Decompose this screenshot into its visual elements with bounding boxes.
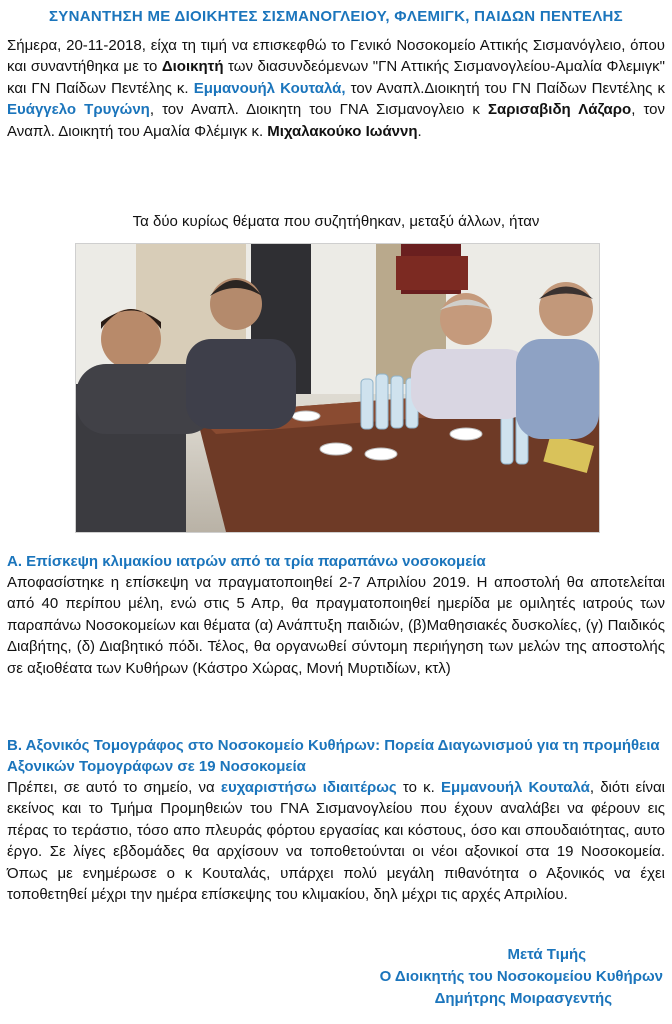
intro-text: , τον Αναπλ. Διοικητή του Αμαλία Φλέμιγκ κ.: [7, 101, 665, 140]
name-trygonis: Ευάγγελο Τρυγώνη: [7, 101, 150, 119]
section-b-body: [7, 777, 665, 905]
signature-closing: Μετά Τιμής: [507, 946, 586, 963]
signature-role: Ο Διοικητής του Νοσοκομείου Κυθήρων: [379, 968, 663, 985]
document-title: ΣΥΝΑΝΤΗΣΗ ΜΕ ΔΙΟΙΚΗΤΕΣ ΣΙΣΜΑΝΟΓΛΕΙΟΥ, ΦΛΕΜΙΓΚ, ΠΑΙΔΩΝ ΠΕΝΤΕΛΗΣ: [49, 8, 623, 25]
signature-name: Δημήτρης Μοιρασγεντής: [434, 990, 612, 1007]
meeting-photo-illustration: [76, 244, 599, 532]
section-b-thanks: ευχαριστήσω ιδιαιτέρως: [220, 779, 397, 796]
section-b-text: , διότι είναι εκείνος και το Τμήμα Προμηθειών του ΓΝΑ Σισμανογλείου που έχουν αναλάβει να φέρουν εις πέρας το τεράστιο, τόσο απο πλευράς φόρτου εργασίας και κόστους, όσο και σπουδαιότητας, αυτο έργο. Σε λίγες εβδομάδες θα αρχίσουν να τοποθετούνται οι νέοι αξονικοί στα 19 Νοσοκομεία. Όπως με ενημέρωσε ο κ Κουταλάς, υπάρχει πολύ μεγάλη πιθανότητα ο Αξονικός να έχει τοποθετηθεί μέχρι την ημέρα επίσκεψης του κλιμακίου, δηλ μέχρι τις αρχές Απριλίου.: [7, 779, 665, 904]
name-sarisavidis: Σαρισαβιδη Λάζαρο: [487, 101, 632, 119]
section-b-heading: Β. Αξονικός Τομογράφος στο Νοσοκομείο Κυθήρων: Πορεία Διαγωνισμού για τη προμήθεια Αξονικών Τομογράφων σε 19 Νοσοκομεία: [7, 737, 660, 776]
name-koutalas: Εμμανουήλ Κουταλά,: [193, 79, 346, 97]
meeting-photo: [75, 243, 600, 533]
intro-text: τον Αναπλ.Διοικητή του ΓΝ Παίδων Πεντέλης κ: [345, 79, 665, 97]
intro-text: Σήμερα, 20-11-2018, είχα τη τιμή να επισκεφθώ το Γενικό Νοσοκομείο Αττικής Σισμανόγλειο, όπου και συναντήθηκα με το: [7, 37, 665, 76]
section-b-text: το κ.: [396, 779, 442, 796]
intro-topics-line: Τα δύο κυρίως θέματα που συζητήθηκαν, μεταξύ άλλων, ήταν: [132, 213, 540, 230]
name-koutalas: Εμμανουήλ Κουταλά: [441, 779, 590, 796]
intro-text: , τον Αναπλ. Διοικητη του ΓΝΑ Σισμανογλειο κ: [149, 101, 488, 119]
section-b-text: Πρέπει, σε αυτό το σημείο, να: [7, 779, 221, 796]
intro-bold-director: Διοικητή: [161, 58, 224, 76]
section-a-heading: Α. Επίσκεψη κλιμακίου ιατρών από τα τρία παραπάνω νοσοκομεία: [7, 553, 486, 570]
intro-text: των διασυνδεόμενων "ΓΝ Αττικής Σισμανογλείου-Αμαλία Φλεμιγκ" και ΓΝ Παίδων Πεντέλης κ.: [7, 58, 666, 97]
name-michalakoukos: Μιχαλακούκο Ιωάννη: [267, 122, 418, 140]
section-a-body: Αποφασίστηκε η επίσκεψη να πραγματοποιηθεί 2-7 Απριλίου 2019. Η αποστολή θα αποτελείται από 40 περίπου μέλη, ενώ στις 5 Απρ, θα πραγματοποιηθεί ημερίδα με ομιλητές ιατρούς των παραπάνω Νοσοκομείων και θέματα (α) Ανάπτυξη παιδιών, (β)Μαθησιακές δυσκολίες, (γ) Παιδικός Διαβήτης, (δ) Διαβητικό πόδι. Τέλος, θα οργανωθεί σύντομη περιήγηση των μελών της αποστολής σε αξιοθέατα των Κυθήρων (Κάστρο Χώρας, Μονή Μυρτιδίων, κτλ): [7, 574, 665, 677]
intro-paragraph: [7, 35, 665, 142]
intro-text: .: [417, 122, 422, 140]
